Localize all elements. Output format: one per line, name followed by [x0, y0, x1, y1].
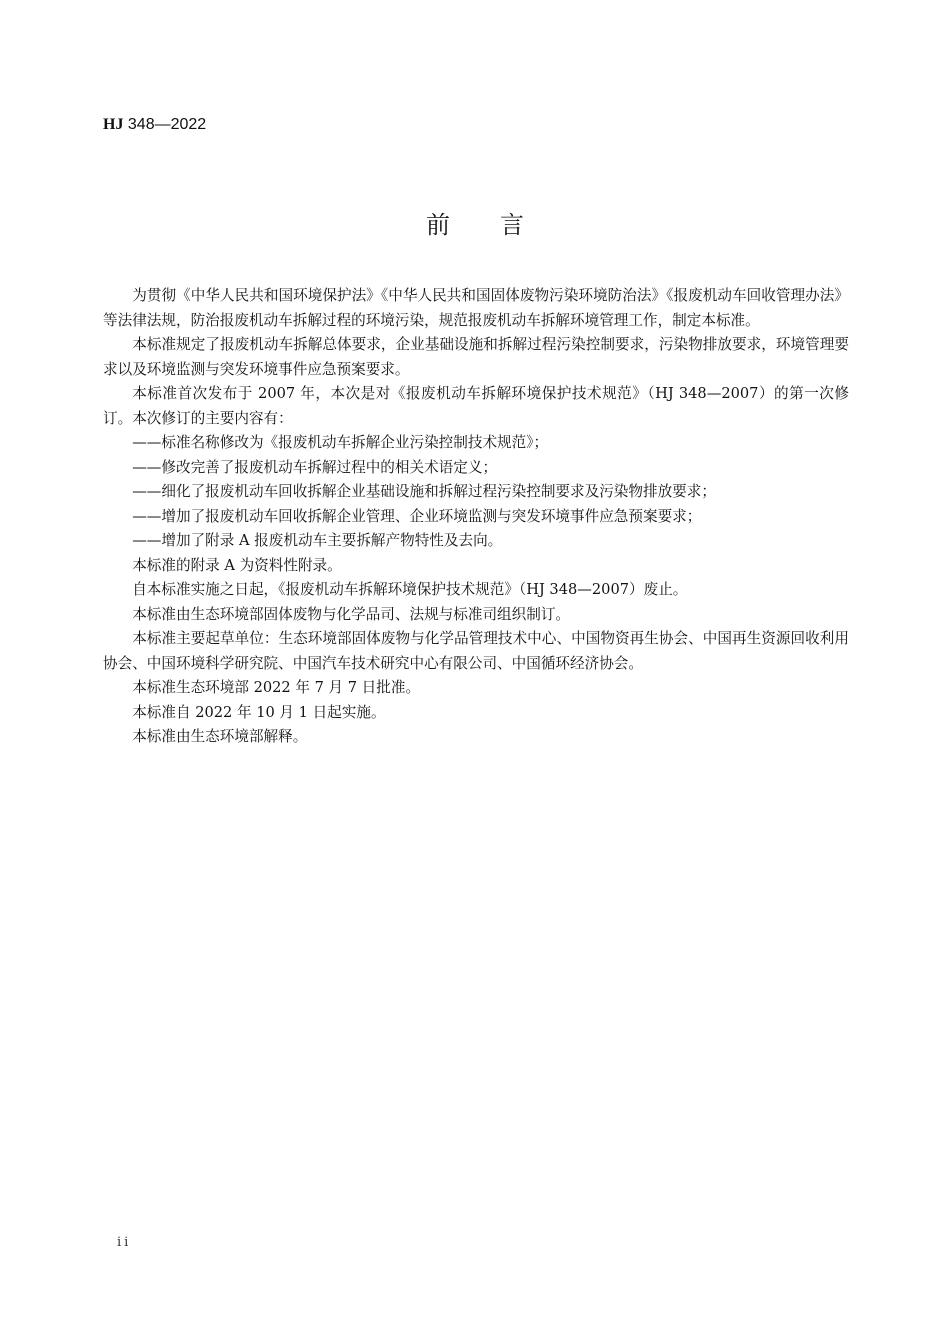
standard-code-prefix: HJ: [103, 116, 124, 133]
paragraph-organizer: 本标准由生态环境部固体废物与化学品司、法规与标准司组织制订。: [132, 605, 571, 623]
paragraph-drafters: 本标准主要起草单位：生态环境部固体废物与化学品管理技术中心、中国物资再生协会、中国再生资源回收利用协会、中国环境科学研究院、中国汽车技术研究中心有限公司、中国循环经济协会。: [103, 630, 849, 672]
paragraph-approval: 本标准生态环境部 2022 年 7 月 7 日批准。: [132, 679, 421, 696]
revision-item: ——修改完善了报废机动车拆解过程中的相关术语定义；: [132, 458, 498, 476]
paragraph-effective: 本标准自 2022 年 10 月 1 日起实施。: [132, 703, 386, 721]
paragraph-history: 本标准首次发布于 2007 年，本次是对《报废机动车拆解环境保护技术规范》（HJ 348—2007）的第一次修订。本次修订的主要内容有：: [103, 385, 849, 427]
revision-item: ——细化了报废机动车回收拆解企业基础设施和拆解过程污染控制要求及污染物排放要求；: [132, 483, 716, 500]
page-number: ii: [117, 1235, 132, 1250]
paragraph-scope: 本标准规定了报废机动车拆解总体要求，企业基础设施和拆解过程污染控制要求，污染物排放要求，环境管理要求以及环境监测与突发环境事件应急预案要求。: [103, 336, 849, 378]
standard-code: [103, 116, 206, 134]
document-body: [103, 284, 849, 750]
revision-item: ——增加了报废机动车回收拆解企业管理、企业环境监测与突发环境事件应急预案要求；: [132, 507, 702, 525]
revision-item: ——增加了附录 A 报废机动车主要拆解产物特性及去向。: [132, 532, 503, 549]
paragraph-purpose: 为贯彻《中华人民共和国环境保护法》《中华人民共和国固体废物污染环境防治法》《报废机动车回收管理办法》等法律法规，防治报废机动车拆解过程的环境污染，规范报废机动车拆解环境管理工作，制定本标准。: [103, 287, 849, 329]
revision-item: ——标准名称修改为《报废机动车拆解企业污染控制技术规范》；: [132, 434, 549, 451]
page-title: 前言: [426, 211, 574, 239]
standard-code-number: 348—2022: [123, 116, 207, 133]
paragraph-abolish: 自本标准实施之日起，《报废机动车拆解环境保护技术规范》（HJ 348—2007）废止。: [132, 581, 688, 598]
paragraph-appendix: 本标准的附录 A 为资料性附录。: [132, 556, 342, 574]
paragraph-interpretation: 本标准由生态环境部解释。: [132, 728, 308, 745]
